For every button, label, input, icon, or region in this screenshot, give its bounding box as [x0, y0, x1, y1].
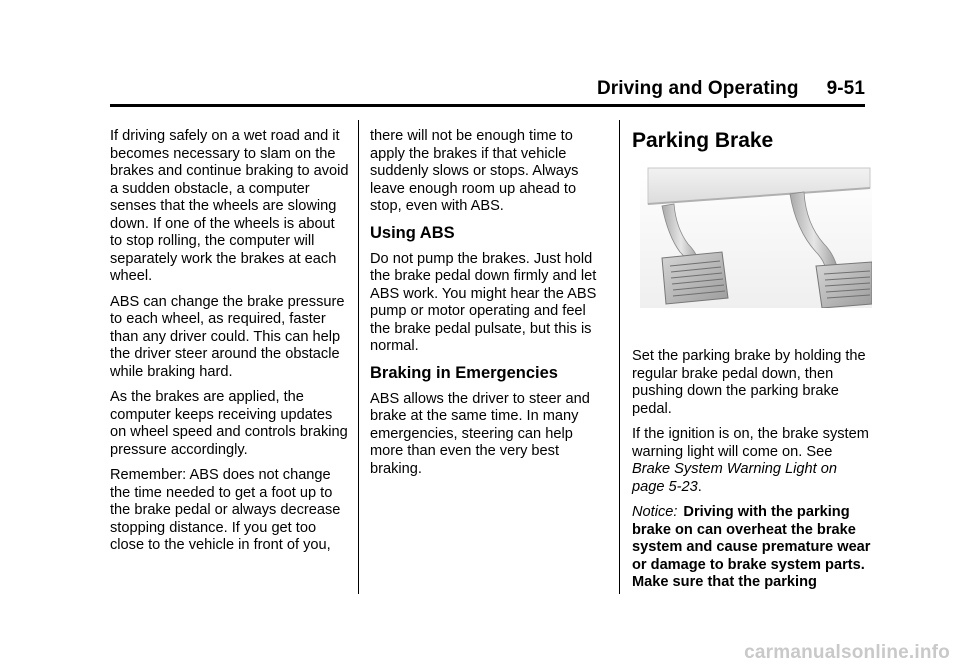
section-heading-parking-brake: Parking Brake — [632, 129, 774, 152]
paragraph: there will not be enough time to apply the brakes if that vehicle suddenly slows or stops. Always leave enough room up ahead to stop, even with ABS. — [370, 128, 579, 214]
column-2 — [370, 128, 610, 486]
header-text — [597, 78, 865, 100]
column-3 — [632, 128, 872, 600]
running-header — [110, 78, 865, 106]
paragraph: As the brakes are applied, the computer keeps receiving updates on wheel speed and controls braking pressure accordingly. — [110, 389, 348, 458]
heading-using-abs: Using ABS — [370, 223, 455, 242]
paragraph: If driving safely on a wet road and it becomes necessary to slam on the brakes and continue braking to avoid a sudden obstacle, a computer senses that the wheels are slowing down. If one of the wheels is about to stop rolling, the computer will separately work the brakes at each wheel. — [110, 128, 349, 284]
notice — [632, 504, 872, 592]
section-title: Driving and Operating — [596, 78, 799, 99]
watermark: carmanualsonline.info — [744, 642, 950, 663]
column-divider-2 — [619, 120, 620, 594]
paragraph-text: If the ignition is on, the brake system warning light will come on. See — [632, 426, 869, 460]
paragraph: Do not pump the brakes. Just hold the brake pedal down firmly and let ABS work. You might hear the ABS pump or motor operating and feel the brake pedal pulsate, but this is normal. — [370, 250, 597, 354]
paragraph: ABS allows the driver to steer and brake at the same time. In many emergencies, steering can help more than even the very best braking. — [370, 390, 590, 477]
page-number: 9-51 — [826, 78, 865, 99]
notice-label: Notice: — [632, 504, 678, 520]
cross-reference-link[interactable]: Brake System Warning Light on page 5-23 — [632, 461, 837, 495]
paragraph-with-reference — [632, 426, 872, 496]
paragraph-end: . — [697, 478, 702, 495]
pedals-illustration — [640, 166, 872, 308]
column-divider-1 — [358, 120, 359, 594]
paragraph: Remember: ABS does not change the time needed to get a foot up to the brake pedal or always decrease stopping distance. If you get too close to the vehicle in front of you, — [110, 467, 341, 553]
heading-braking-in-emergencies: Braking in Emergencies — [370, 363, 558, 382]
header-rule — [110, 104, 865, 107]
column-1 — [110, 128, 350, 563]
paragraph: ABS can change the brake pressure to each wheel, as required, faster than any driver could. This can help the driver steer around the obstacle while braking hard. — [110, 293, 345, 380]
paragraph: Set the parking brake by holding the regular brake pedal down, then pushing down the parking brake pedal. — [632, 348, 866, 417]
notice-text: Driving with the parking brake on can overheat the brake system and cause premature wear or damage to brake system parts. Make sure that the parking — [632, 504, 871, 590]
